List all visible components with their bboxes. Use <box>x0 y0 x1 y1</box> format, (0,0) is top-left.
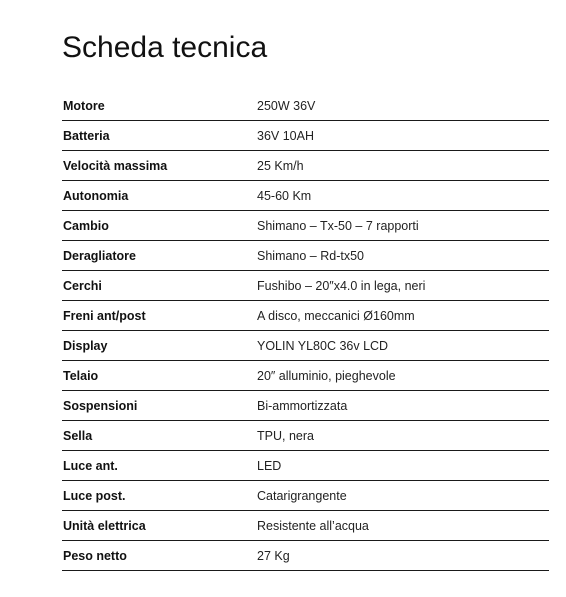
spec-value: 27 Kg <box>257 541 549 571</box>
table-row <box>62 271 549 301</box>
spec-label: Deragliatore <box>62 241 257 271</box>
table-row <box>62 121 549 151</box>
table-row <box>62 421 549 451</box>
spec-label: Velocità massima <box>62 151 257 181</box>
page-title: Scheda tecnica <box>62 31 268 64</box>
spec-value: YOLIN YL80C 36v LCD <box>257 331 549 361</box>
spec-value: 250W 36V <box>257 91 549 121</box>
spec-value: Shimano – Tx-50 – 7 rapporti <box>257 211 549 241</box>
spec-value: 45-60 Km <box>257 181 549 211</box>
table-row <box>62 511 549 541</box>
table-row <box>62 361 549 391</box>
table-row <box>62 301 549 331</box>
spec-value: LED <box>257 451 549 481</box>
spec-label: Display <box>62 331 257 361</box>
spec-value: A disco, meccanici Ø160mm <box>257 301 549 331</box>
spec-table <box>62 91 549 571</box>
spec-value: Catarigrangente <box>257 481 549 511</box>
spec-label: Peso netto <box>62 541 257 571</box>
table-row <box>62 181 549 211</box>
spec-label: Batteria <box>62 121 257 151</box>
spec-label: Luce ant. <box>62 451 257 481</box>
spec-value: 36V 10AH <box>257 121 549 151</box>
table-row <box>62 391 549 421</box>
spec-value: TPU, nera <box>257 421 549 451</box>
table-row <box>62 241 549 271</box>
table-row <box>62 451 549 481</box>
table-row <box>62 151 549 181</box>
table-row <box>62 211 549 241</box>
spec-label: Telaio <box>62 361 257 391</box>
spec-value: 20″ alluminio, pieghevole <box>257 361 549 391</box>
spec-label: Autonomia <box>62 181 257 211</box>
table-row <box>62 481 549 511</box>
spec-label: Luce post. <box>62 481 257 511</box>
spec-value: 25 Km/h <box>257 151 549 181</box>
spec-label: Cerchi <box>62 271 257 301</box>
spec-value: Bi-ammortizzata <box>257 391 549 421</box>
table-row <box>62 91 549 121</box>
spec-value: Fushibo – 20″x4.0 in lega, neri <box>257 271 549 301</box>
spec-label: Sella <box>62 421 257 451</box>
table-row <box>62 541 549 571</box>
spec-label: Motore <box>62 91 257 121</box>
table-row <box>62 331 549 361</box>
spec-label: Freni ant/post <box>62 301 257 331</box>
spec-value: Resistente all’acqua <box>257 511 549 541</box>
spec-label: Unità elettrica <box>62 511 257 541</box>
spec-value: Shimano – Rd-tx50 <box>257 241 549 271</box>
spec-label: Cambio <box>62 211 257 241</box>
spec-label: Sospensioni <box>62 391 257 421</box>
